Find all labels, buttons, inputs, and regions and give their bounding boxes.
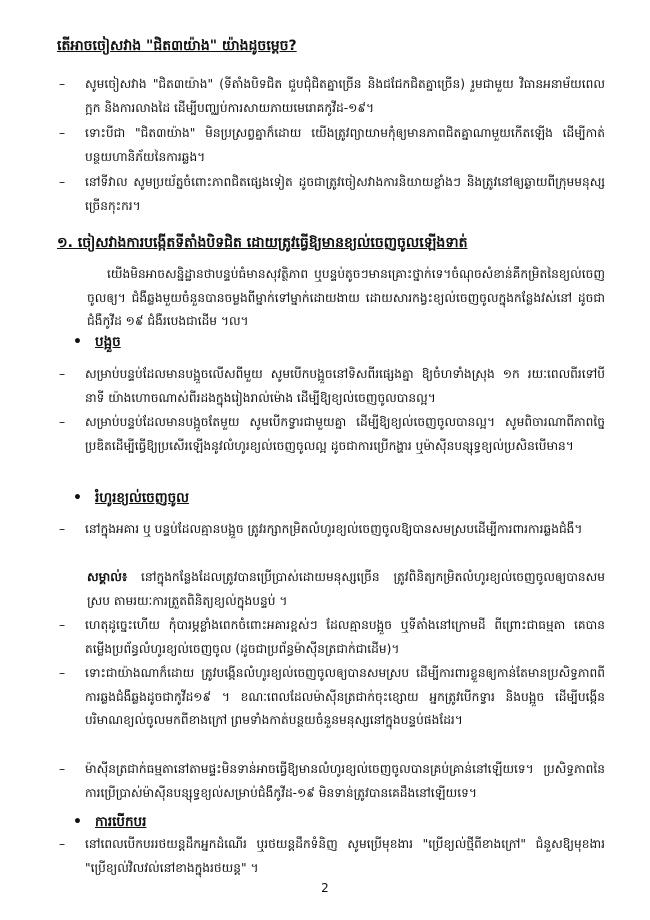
- list-item-text: នៅពេលបើកបររថយន្តដឹកអ្នកដំណើរ ឬរថយន្តដឹកទំនិញ សូមប្រើមុខងារ "ប្រើខ្យល់ថ្មីពីខាងក្រៅ" ជំនួសឱ្យមុខងារ "ប្រើខ្យល់វិលវល់នៅខាងក្នុងរថយន្ត" ។: [85, 837, 605, 875]
- list-item: [57, 122, 605, 169]
- note-paragraph: [87, 566, 605, 613]
- dash-bullet: –: [59, 77, 66, 91]
- dash-bullet: –: [59, 666, 66, 680]
- dash-bullet: –: [59, 522, 66, 536]
- subheading-label: រំហូរខ្យល់ចេញចូល: [95, 490, 189, 506]
- page-heading: តើអាចចៀសវាង "ជិត៣យ៉ាង" យ៉ាងដូចម្តេច?: [57, 38, 297, 54]
- list-item: [57, 411, 605, 458]
- list-item: [57, 662, 605, 733]
- dash-bullet: –: [59, 367, 66, 381]
- note-label: សម្គាល់៖: [87, 570, 128, 584]
- list-item: [57, 73, 605, 120]
- bullet-dot: •: [73, 814, 82, 830]
- list-item-text: ទោះជាយ៉ាងណាក៏ដោយ ត្រូវបង្កើនលំហូរខ្យល់ចេញចូលឲ្យបានសមស្រប ដើម្បីការពារខ្លួនឲ្យកាន់តែមានប្រសិទ្ធភាពពីការឆ្លងជំងឺឆ្លងដូចជាកូវីដ១៩ ។ ខណៈពេលដែលម៉ាស៊ីនត្រជាក់ចុះខ្សោយ អ្នកត្រូវបើកទ្វារ និងបង្អួច ដើម្បីបង្កើនបរិមាណខ្យល់ចូលមកពីខាងក្រៅ ព្រមទាំងកាត់បន្ថយចំនួនមនុស្សនៅក្នុងបន្ទប់ផងដែរ។: [85, 666, 605, 727]
- subheading-windows: [73, 332, 121, 352]
- list-item: [57, 171, 605, 218]
- note-text: នៅក្នុងកន្លែងដែលត្រូវបានប្រើប្រាស់ដោយមនុស្សច្រើន ត្រូវពិនិត្យកម្រិតលំហូរខ្យល់ចេញចូលឲ្យបានសមស្រប តាមរយៈការត្រួតពិនិត្យខ្យល់ក្នុងបន្ទប់ ។: [87, 570, 605, 608]
- list-item: [57, 758, 605, 805]
- dash-bullet: –: [59, 762, 66, 776]
- bullet-dot: •: [73, 334, 82, 350]
- list-item-text: នៅទីវាល សូមប្រយ័ត្នចំពោះភាពជិតផ្សេងទៀត ដូចជាត្រូវចៀសវាងការនិយាយខ្លាំងៗ និងត្រូវនៅឲ្យឆ្ងាយពីក្រុមមនុស្សច្រើនកុះករ។: [85, 175, 605, 213]
- bullet-dot: •: [73, 490, 82, 506]
- dash-bullet: –: [59, 126, 66, 140]
- dash-bullet: –: [59, 837, 66, 851]
- section-paragraph: យើងមិនអាចសន្និដ្ឋានថាបន្ទប់ធំមានសុវត្ថិភាព ឬបន្ទប់តូចៗមានគ្រោះថ្នាក់ទេ។ចំណុចសំខាន់គឺកម្រិតនៃខ្យល់ចេញចូលឲ្យ។ ជំងឺឆ្លងមួយចំនួនបានចម្លងពីម្នាក់ទៅម្នាក់ដោយងាយ ដោយសារកង្វះខ្យល់ចេញចូលក្នុងកន្លែងវស់នៅ ដូចជាជំងឺកូវីដ ១៩ ជំងឺរបេងជាដើម ។ល។: [87, 267, 605, 328]
- list-item: [57, 833, 605, 880]
- page-number: 2: [321, 881, 329, 895]
- subheading-label: ការបើកបរ: [95, 814, 147, 830]
- list-item-text: សូមចៀសវាង "ជិត៣យ៉ាង" (ទីតាំងបិទជិត ជួបជុំជិតគ្នាច្រើន និងជជែកជិតគ្នាច្រើន) រួមជាមួយ វិធានអនាម័យពេលក្អក និងការលាងដៃ ដើម្បីបញ្ឈប់ការសាយភាយមេរោគកូវីដ-១៩។: [85, 77, 605, 115]
- list-item: [57, 614, 605, 661]
- list-item-text: សម្រាប់បន្ទប់ដែលមានបង្អួចលើសពីមួយ សូមបើកបង្អួចនៅទិសពីរផ្សេងគ្នា ឱ្យចំហទាំងស្រុង ១ក រយៈពេលពីរទៅបីនាទី យ៉ាងហោចណាស់ពីរដងក្នុងរៀងរាល់ម៉ោង ដើម្បីឱ្យខ្យល់ចេញចូលបានល្អ។: [85, 367, 605, 405]
- list-item: [57, 363, 605, 410]
- subheading-driving: [73, 812, 146, 832]
- list-item-text: នៅក្នុងអគារ ឬ បន្ទប់ដែលគ្មានបង្អួច ត្រូវរក្សាកម្រិតលំហូរខ្យល់ចេញចូលឱ្យបានសមស្របដើម្បីការពារការឆ្លងជំងឺ។: [85, 522, 583, 536]
- dash-bullet: –: [59, 415, 66, 429]
- section-heading: ១. ចៀសវាងការបង្កើតទីតាំងបិទជិត ដោយត្រូវធ្វើឱ្យមានខ្យល់ចេញចូលឡើងទាត់: [57, 235, 468, 251]
- list-item-text: ម៉ាស៊ីនត្រជាក់ធម្មតានៅតាមផ្ទះមិនទាន់អាចធ្វើឱ្យមានលំហូរខ្យល់ចេញចូលបានគ្រប់គ្រាន់នៅឡើយទេ។ ប្រសិទ្ធភាពនៃការប្រើប្រាស់ម៉ាស៊ីនបន្សុទ្ធខ្យល់សម្រាប់ជំងឺកូវីដ-១៩ មិនទាន់ត្រូវបានគេដឹងនៅឡើយទេ។: [85, 762, 605, 800]
- dash-bullet: –: [59, 618, 66, 632]
- list-item: [57, 518, 605, 542]
- dash-bullet: –: [59, 175, 66, 189]
- subheading-ventilation: [73, 488, 189, 508]
- subheading-label: បង្អួច: [95, 334, 121, 350]
- list-item-text: សម្រាប់បន្ទប់ដែលមានបង្អួចតែមួយ សូមបើកទ្វារជាមួយគ្នា ដើម្បីឱ្យខ្យល់ចេញចូលបានល្អ។ សូមពិចារណាពីភាពច្នៃប្រឌិតដើម្បីធ្វើឱ្យប្រសើរឡើងនូវលំហូរខ្យល់ចេញចូលល្អ ដូចជាការប្រើកង្ហារ ឬម៉ាស៊ីនបន្សុទ្ធខ្យល់ប្រសិនបើមាន។: [85, 415, 605, 453]
- list-item-text: ទោះបីជា "ជិត៣យ៉ាង" មិនប្រស្រព្វគ្នាក៏ដោយ យើងត្រូវព្យាយាមកុំឲ្យមានភាពជិតគ្នាណាមួយកើតឡើង ដើម្បីកាត់បន្ថយហានិភ័យនៃការឆ្លង។: [85, 126, 605, 164]
- list-item-text: ហេតុដូច្នេះហើយ កុំបារម្ភខ្លាំងពេកចំពោះអគារខ្ពស់ៗ ដែលគ្មានបង្អួច ឬទីតាំងនៅក្រោមដី ពីព្រោះជាធម្មតា គេបានតម្លើងប្រព័ន្ធលំហូរខ្យល់ចេញចូល (ដូចជាប្រព័ន្ធម៉ាស៊ីនត្រជាក់ជាដើម)។: [85, 618, 605, 656]
